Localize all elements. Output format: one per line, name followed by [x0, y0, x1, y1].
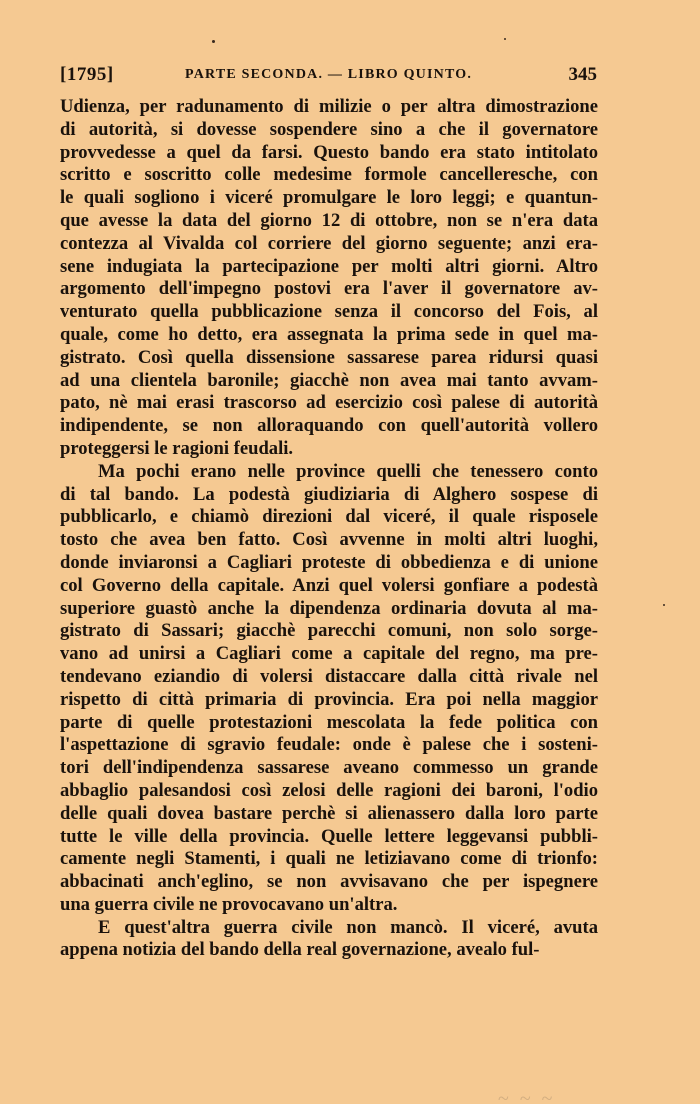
- text-line: Ma pochi erano nelle province quelli che tenessero conto: [98, 460, 598, 482]
- body-text: [60, 96, 598, 962]
- text-line: ad una clientela baronile; giacchè non avea mai tanto avvam-: [60, 369, 598, 391]
- faint-watermark: ~ ~ ~: [498, 1088, 556, 1104]
- text-line: le quali sogliono i viceré promulgare le loro leggi; e quantun-: [60, 187, 598, 209]
- text-line: superiore guastò anche la dipendenza ordinaria dovuta al ma-: [60, 597, 598, 619]
- text-line: appena notizia del bando della real governazione, avealo ful-: [60, 939, 540, 961]
- text-line: E quest'altra guerra civile non mancò. Il viceré, avuta: [98, 916, 598, 938]
- text-line: delle quali dovea bastare perchè si alienassero dalla loro parte: [60, 802, 598, 824]
- text-line: una guerra civile ne provocavano un'altra.: [60, 893, 398, 915]
- text-line: quale, come ho detto, era assegnata la prima sede in quel ma-: [60, 323, 598, 345]
- text-line: abbacinati anch'eglino, se non avvisavano che per ispegnere: [60, 871, 598, 893]
- text-line: gistrato di Sassari; giacchè parecchi comuni, non solo sorge-: [60, 620, 598, 642]
- text-line: tori dell'indipendenza sassarese aveano commesso un grande: [60, 757, 598, 779]
- text-line: tutte le ville della provincia. Quelle lettere leggevansi pubbli-: [60, 825, 598, 847]
- text-line: donde inviaronsi a Cagliari proteste di obbedienza e di unione: [60, 551, 598, 573]
- text-line: parte di quelle protestazioni mescolata la fede politica con: [60, 711, 598, 733]
- text-line: di autorità, si dovesse sospendere sino a che il governatore: [60, 118, 598, 140]
- page-number: 345: [568, 64, 597, 85]
- paper-speck: [504, 38, 506, 40]
- text-line: indipendente, se non alloraquando con quell'autorità vollero: [60, 415, 598, 437]
- paragraph: [60, 96, 598, 461]
- text-line: di tal bando. La podestà giudiziaria di Alghero sospese di: [60, 483, 598, 505]
- text-line: sene indugiata la partecipazione per molti altri giorni. Altro: [60, 255, 598, 277]
- paragraph: [60, 461, 598, 917]
- text-line: venturato quella pubblicazione senza il concorso del Fois, al: [60, 301, 598, 323]
- header-year: [1795]: [60, 64, 114, 85]
- text-line: rispetto di città primaria di provincia. Era poi nella maggior: [60, 688, 598, 710]
- text-line: gistrato. Così quella dissensione sassarese parea ridursi quasi: [60, 346, 598, 368]
- text-line: que avesse la data del giorno 12 di ottobre, non se n'era data: [60, 209, 598, 231]
- paper-speck: [212, 40, 215, 43]
- text-line: argomento dell'impegno postovi era l'aver il governatore av-: [60, 278, 598, 300]
- text-line: Udienza, per radunamento di milizie o per altra dimostrazione: [60, 96, 598, 117]
- paper-speck: [663, 604, 665, 606]
- text-line: provvedesse a quel da farsi. Questo bando era stato intitolato: [60, 141, 598, 163]
- text-line: vano ad unirsi a Cagliari come a capitale del regno, ma pre-: [60, 643, 598, 665]
- paragraph: [60, 917, 598, 963]
- text-line: tosto che avea ben fatto. Così avvenne in molti altri luoghi,: [60, 529, 598, 551]
- header-title: PARTE SECONDA. — LIBRO QUINTO.: [184, 67, 473, 82]
- text-line: tendevano eziandio di volersi distaccare dalla città rivale nel: [60, 665, 598, 687]
- text-line: l'aspettazione di sgravio feudale: onde è palese che i sosteni-: [60, 734, 598, 756]
- running-header: [60, 64, 597, 88]
- text-line: pubblicarlo, e chiamò direzioni dal viceré, il quale risposele: [60, 506, 598, 528]
- text-line: contezza al Vivalda col corriere del giorno seguente; anzi era-: [60, 232, 598, 254]
- text-line: camente negli Stamenti, i quali ne letiziavano come di trionfo:: [60, 848, 598, 870]
- text-line: col Governo della capitale. Anzi quel volersi gonfiare a podestà: [60, 574, 598, 596]
- text-line: abbaglio palesandosi così zelosi delle ragioni dei baroni, l'odio: [60, 779, 598, 801]
- text-line: pato, nè mai erasi trascorso ad esercizio così palese di autorità: [60, 392, 598, 414]
- text-line: scritto e soscritto colle medesime formole cancelleresche, con: [60, 164, 598, 186]
- text-line: proteggersi le ragioni feudali.: [60, 437, 294, 459]
